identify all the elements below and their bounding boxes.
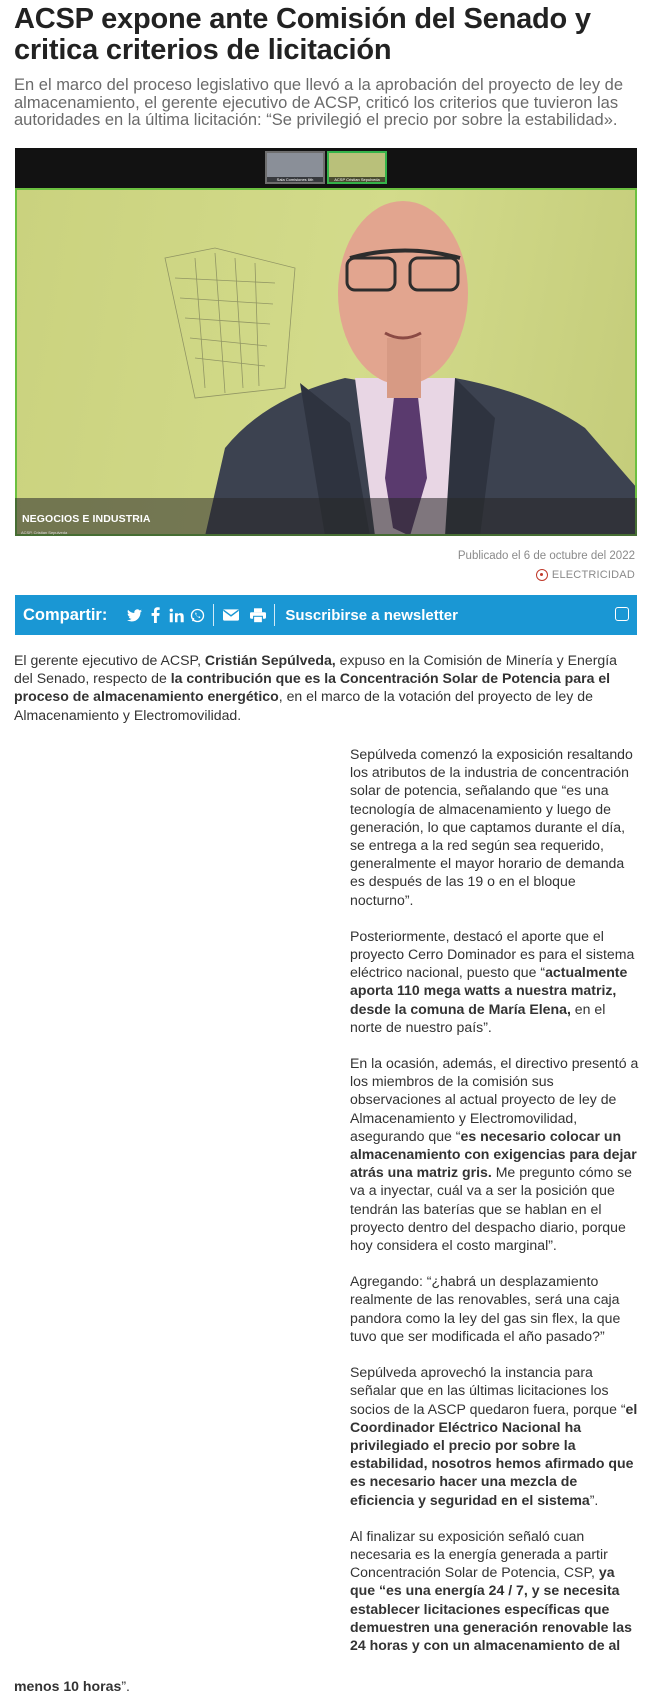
category-label[interactable]: NEGOCIOS E INDUSTRIA: [22, 513, 151, 525]
intro-text: expuso en la Comisión de Minería y Energía del Senado, respecto de: [14, 652, 617, 687]
participant-thumbnail: [265, 151, 325, 184]
share-label: Compartir:: [23, 605, 108, 624]
body-bold: el Coordinador Eléctrico Nacional ha privilegiado el precio por sobre la estabilidad, nosotros hemos afirmado que es necesario hacer una mezcla de eficiencia y seguridad en el sistema: [350, 1400, 638, 1508]
body-paragraph: Sepúlveda comenzó la exposición resaltando los atributos de la industria de concentración solar de potencia, señalando que “es una tecnología de almacenamiento y luego de generación, lo que captamos durante el día, se entrega a la red según sea requerido, generalmente el mayor horario de demanda es después de las 19 o en el bloque nocturno”.: [350, 746, 633, 908]
active-speaker-frame: [15, 188, 637, 536]
share-divider: [213, 604, 214, 626]
share-divider: [274, 604, 275, 626]
article-meta: [458, 548, 635, 586]
intro-text: El gerente ejecutivo de ACSP,: [14, 652, 205, 668]
tag-icon: [536, 569, 548, 581]
body-paragraph: [350, 1363, 640, 1509]
email-icon[interactable]: [222, 605, 240, 625]
publish-date: Publicado el 6 de octubre del 2022: [457, 550, 635, 562]
body-bold: ya que “es una energía 24 / 7, y se necesita establecer licitaciones específicas que demuestren una generación renovable las 24 horas y con un almacenamiento de al: [350, 1564, 632, 1653]
whatsapp-icon[interactable]: [188, 605, 206, 625]
body-paragraph: Agregando: “¿habrá un desplazamiento realmente de las renovables, será una caja pandora como la ley del gas sin flex, la que tuvo que ser modificada el año pasado?”: [350, 1273, 621, 1344]
body-text: Me pregunto cómo se va a inyectar, cuál va a ser la posición que tendrán las baterías que se hablan en el proyecto dentro del despacho diario, porque hoy considera el costo marginal”.: [350, 1164, 633, 1254]
body-paragraph: [350, 927, 640, 1036]
body-bold: menos 10 horas: [14, 1678, 122, 1694]
video-call-header: [15, 148, 637, 188]
body-text: ”.: [589, 1491, 599, 1508]
intro-text: , en el marco de la votación del proyecto de ley de Almacenamiento y Electromovilidad.: [14, 688, 593, 723]
body-text: Posteriormente, destacó el aporte que el proyecto Cerro Dominador es para el sistema eléctrico nacional, puesto que “: [350, 927, 635, 981]
print-icon[interactable]: [249, 605, 267, 625]
article-title: ACSP expone ante Comisión del Senado y critica criterios de licitación: [14, 3, 591, 66]
participant-label-active: ACSP Cristian Sepulveda: [329, 177, 385, 182]
article-body-column: [350, 745, 640, 1672]
share-bar: [15, 595, 637, 635]
rss-icon[interactable]: [615, 607, 629, 621]
intro-paragraph: [14, 651, 634, 724]
intro-bold: Cristián Sepúlveda,: [204, 652, 336, 668]
participant-thumbnail-active: [327, 151, 387, 184]
body-paragraph-tail: [14, 1677, 130, 1695]
facebook-icon[interactable]: [146, 605, 164, 625]
participant-label: Sala Comisiones 6th: [267, 177, 323, 182]
body-bold: es necesario colocar un almacenamiento con exigencias para dejar atrás una matriz gris.: [350, 1127, 637, 1181]
category-tag[interactable]: [536, 567, 635, 583]
intro-bold: la contribución que es la Concentración Solar de Potencia para el proceso de almacenamiento energético: [14, 670, 611, 705]
body-text: en el norte de nuestro país”.: [350, 1000, 606, 1035]
video-name-label: ACSP, Cristian Sepulveda: [21, 530, 68, 535]
body-text: Al finalizar su exposición señaló cuan necesaria es la energía generada a partir Concentración Solar de Potencia, CSP,: [350, 1527, 608, 1581]
newsletter-link[interactable]: Suscribirse a newsletter: [285, 606, 458, 624]
article-lead: En el marco del proceso legislativo que llevó a la aprobación del proyecto de ley de almacenamiento, el gerente ejecutivo de ACSP, criticó los criterios que tuvieron las autoridades en la última licitación: “Se privilegió el precio por sobre la estabilidad».: [14, 76, 624, 129]
hero-image[interactable]: [15, 148, 637, 536]
twitter-icon[interactable]: [125, 605, 143, 625]
body-text: ”.: [121, 1678, 130, 1694]
body-paragraph: [350, 1054, 640, 1254]
linkedin-icon[interactable]: [167, 605, 185, 625]
body-text: En la ocasión, además, el directivo presentó a los miembros de la comisión sus observaciones al actual proyecto de ley de Almacenamiento y Electromovilidad, asegurando que “: [350, 1055, 639, 1144]
category-tag-label: ELECTRICIDAD: [551, 569, 635, 581]
body-bold: actualmente aporta 110 mega watts a nuestra matriz, desde la comuna de María Elena,: [350, 964, 628, 1017]
body-text: Sepúlveda aprovechó la instancia para señalar que en las últimas licitaciones los socios de la ASCP quedaron fuera, porque “: [350, 1364, 626, 1417]
body-paragraph: [350, 1527, 640, 1654]
